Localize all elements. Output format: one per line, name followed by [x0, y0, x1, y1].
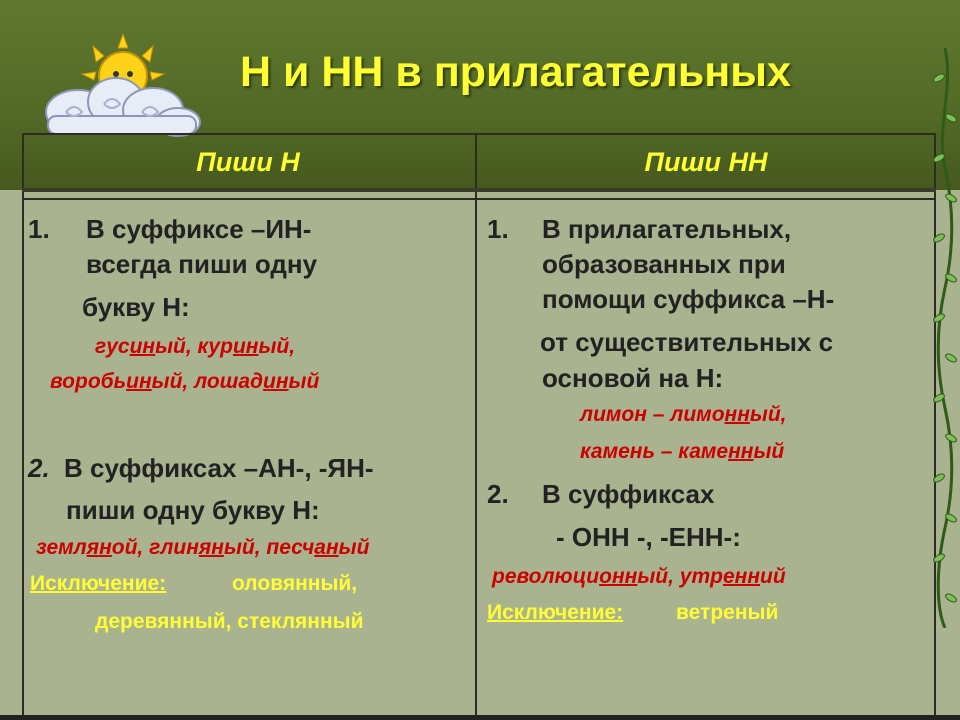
left-exception-label: Исключение: — [30, 572, 167, 595]
left-example3: земляной, глиняный, песчаный — [36, 536, 370, 559]
left-rule1-line2: всегда пиши одну — [86, 249, 318, 279]
right-rule1-number: 1. — [487, 214, 509, 244]
left-exception-line1: оловянный, — [232, 572, 358, 595]
right-rule1-line5: основой на Н: — [542, 363, 724, 393]
table-left-border — [22, 133, 24, 720]
left-rule1-number: 1. — [28, 214, 50, 244]
table-header — [22, 133, 936, 190]
header-divider-thin — [22, 198, 936, 200]
header-left: Пиши Н — [196, 147, 300, 177]
left-rule2-line1: В суффиксах –АН-, -ЯН- — [64, 453, 374, 483]
left-rule1-line1: В суффиксе –ИН- — [86, 214, 312, 244]
right-rule1-line4: от существительных с — [540, 327, 834, 357]
page-title: Н и НН в прилагательных — [240, 48, 791, 96]
left-rule1-line3: букву Н: — [82, 292, 190, 322]
right-rule2-line1: В суффиксах — [542, 479, 715, 509]
right-rule1-line1: В прилагательных, — [542, 214, 792, 244]
right-example2: камень – каменный — [580, 440, 785, 463]
left-rule2-number: 2. — [28, 453, 50, 483]
right-rule1-line2: образованных при — [542, 249, 786, 279]
right-exception-label: Исключение: — [487, 601, 624, 624]
header-right: Пиши НН — [644, 147, 768, 177]
left-rule2-line2: пиши одну букву Н: — [66, 495, 320, 525]
vine-decoration — [932, 48, 958, 628]
left-example2: воробьиный, лошадиный — [50, 370, 320, 393]
column-divider — [475, 133, 477, 720]
right-example3: революционный, утренний — [492, 565, 786, 588]
right-exception-word: ветреный — [676, 601, 779, 624]
bottom-border — [0, 715, 960, 720]
sun-cloud-icon — [38, 34, 208, 139]
right-rule1-line3: помощи суффикса –Н- — [542, 284, 835, 314]
right-rule2-line2: - ОНН -, -ЕНН-: — [556, 522, 741, 552]
right-example1: лимон – лимонный, — [580, 403, 787, 426]
left-exception-line2: деревянный, стеклянный — [95, 610, 364, 633]
left-example1: гусиный, куриный, — [95, 335, 296, 358]
right-rule2-number: 2. — [487, 479, 509, 509]
